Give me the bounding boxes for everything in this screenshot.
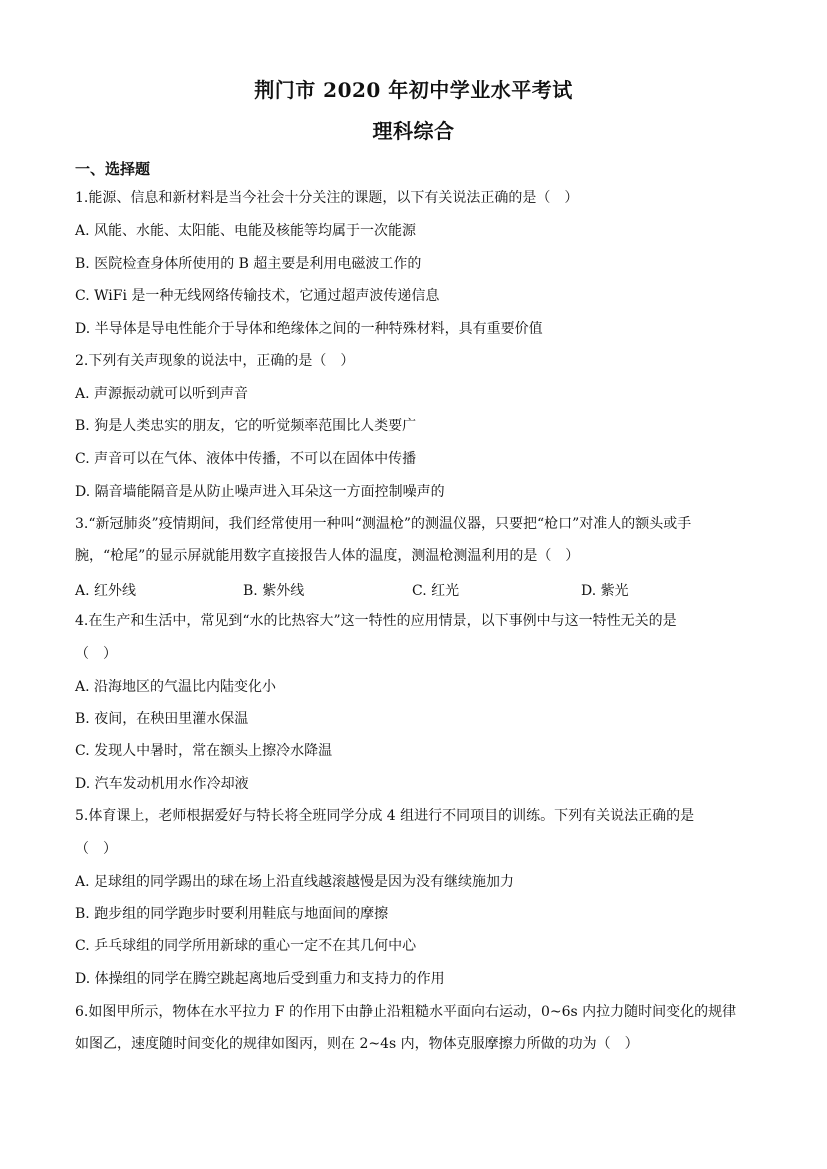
question-3-option-b: B. 紫外线 [243, 583, 305, 599]
question-4-option-d: D. 汽车发动机用水作冷却液 [75, 776, 249, 792]
question-5-option-b: B. 跑步组的同学跑步时要利用鞋底与地面间的摩擦 [75, 906, 389, 922]
question-1-option-a: A. 风能、水能、太阳能、电能及核能等均属于一次能源 [75, 223, 417, 239]
question-3-option-d: D. 紫光 [581, 583, 629, 599]
question-4-option-b: B. 夜间，在秧田里灌水保温 [75, 711, 249, 727]
question-4-stem-line-1: 4.在生产和生活中，常见到“水的比热容大”这一特性的应用情景，以下事例中与这一特性无关的是 [75, 613, 677, 629]
question-6-stem-line-1: 6.如图甲所示，物体在水平拉力 F 的作用下由静止沿粗糙水平面向右运动，0~6s 内拉力随时间变化的规律 [75, 1004, 737, 1020]
question-2-stem: 2.下列有关声现象的说法中，正确的是（ ） [75, 353, 355, 369]
question-5-stem-line-2: （ ） [75, 841, 117, 857]
question-3-stem-line-1: 3.“新冠肺炎”疫情期间，我们经常使用一种叫“测温枪”的测温仪器，只要把“枪口”对准人的额头或手 [75, 516, 692, 532]
question-4-option-c: C. 发现人中暑时，常在额头上擦冷水降温 [75, 743, 333, 759]
question-2-option-a: A. 声源振动就可以听到声音 [75, 386, 249, 402]
question-1-stem: 1.能源、信息和新材料是当今社会十分关注的课题，以下有关说法正确的是（ ） [75, 190, 579, 206]
question-1-option-b: B. 医院检查身体所使用的 B 超主要是利用电磁波工作的 [75, 256, 422, 272]
exam-title: 荆门市 2020 年初中学业水平考试 [254, 78, 573, 102]
question-3-option-c: C. 红光 [412, 583, 460, 599]
question-1-option-d: D. 半导体是导电性能介于导体和绝缘体之间的一种特殊材料，具有重要价值 [75, 321, 543, 337]
question-3-stem-line-2: 腕，“枪尾”的显示屏就能用数字直接报告人体的温度，测温枪测温利用的是（ ） [75, 548, 580, 564]
question-5-stem-line-1: 5.体育课上，老师根据爱好与特长将全班同学分成 4 组进行不同项目的训练。下列有关说法正确的是 [75, 808, 695, 824]
question-2-option-d: D. 隔音墙能隔音是从防止噪声进入耳朵这一方面控制噪声的 [75, 484, 445, 500]
question-5-option-d: D. 体操组的同学在腾空跳起离地后受到重力和支持力的作用 [75, 971, 445, 987]
question-5-option-a: A. 足球组的同学踢出的球在场上沿直线越滚越慢是因为没有继续施加力 [75, 874, 515, 890]
exam-subtitle: 理科综合 [372, 119, 455, 143]
question-5-option-c: C. 乒乓球组的同学所用新球的重心一定不在其几何中心 [75, 938, 417, 954]
question-3-option-a: A. 红外线 [75, 583, 137, 599]
question-2-option-c: C. 声音可以在气体、液体中传播，不可以在固体中传播 [75, 451, 417, 467]
question-2-option-b: B. 狗是人类忠实的朋友，它的听觉频率范围比人类要广 [75, 418, 417, 434]
question-4-option-a: A. 沿海地区的气温比内陆变化小 [75, 679, 277, 695]
section-heading: 一、选择题 [75, 160, 151, 178]
question-4-stem-line-2: （ ） [75, 646, 117, 662]
question-1-option-c: C. WiFi 是一种无线网络传输技术，它通过超声波传递信息 [75, 288, 440, 304]
question-6-stem-line-2: 如图乙，速度随时间变化的规律如图丙，则在 2~4s 内，物体克服摩擦力所做的功为（ ） [75, 1036, 639, 1052]
